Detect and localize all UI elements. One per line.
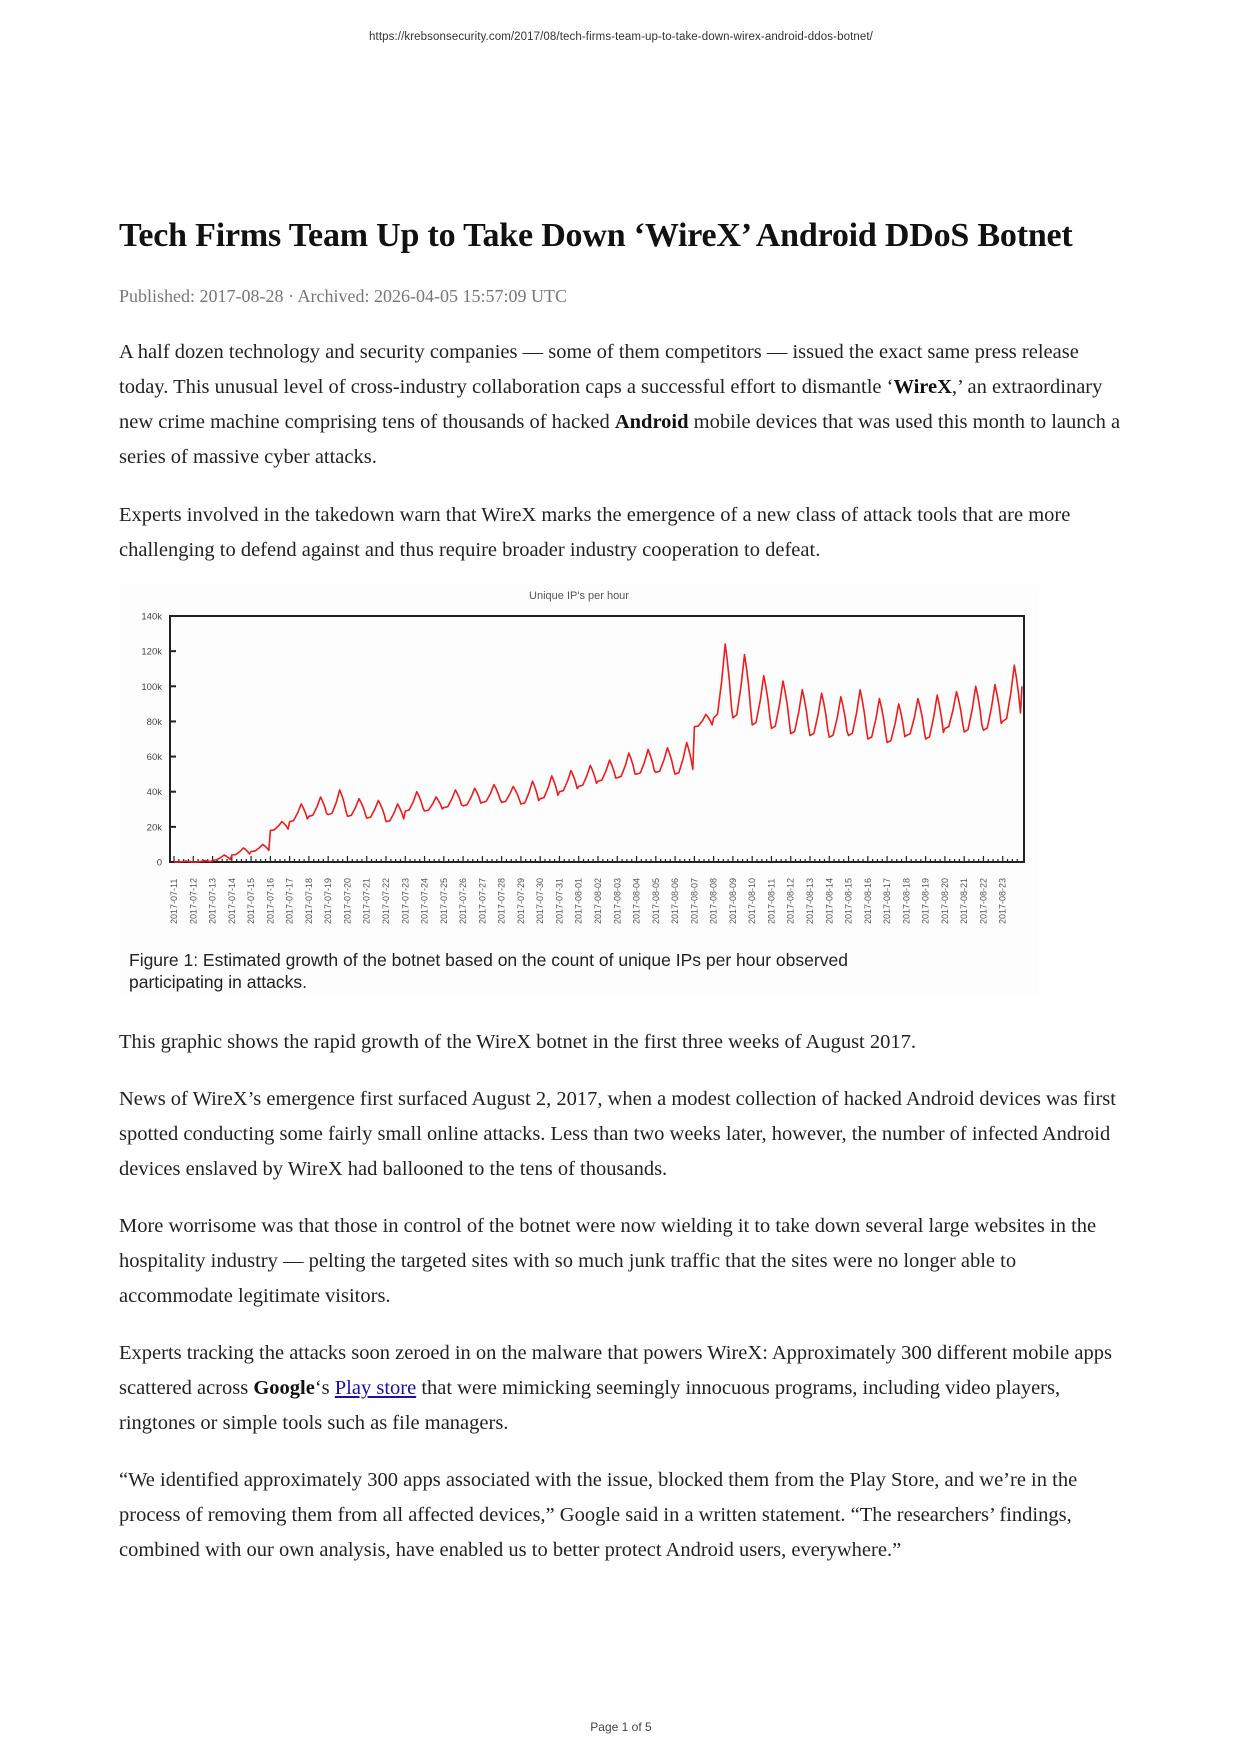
x-tick-label: 2017-08-12 xyxy=(785,877,796,924)
page-number: Page 1 of 5 xyxy=(590,1720,652,1734)
text-run: ,’ an extraordinary new crime machine comprising tens of thousands of hacked xyxy=(119,376,1103,433)
paragraph-emergence: News of WireX’s emergence first surfaced August 2, 2017, when a modest collection of hacked Android devices was first spotted conducting some fairly small online attacks. Less than two weeks later, however, the number of infected Android devices enslaved by WireX had ballooned to the tens of thousands. xyxy=(119,1088,1116,1180)
x-tick-label: 2017-07-27 xyxy=(477,877,488,924)
x-tick-label: 2017-07-30 xyxy=(535,877,546,924)
x-axis xyxy=(169,856,1017,924)
paragraph-experts: Experts involved in the takedown warn that WireX marks the emergence of a new class of attack tools that are more challenging to defend against and thus require broader industry cooperation to defeat. xyxy=(119,504,1071,561)
x-tick-label: 2017-07-16 xyxy=(265,877,276,924)
x-tick-label: 2017-07-15 xyxy=(246,877,257,924)
y-tick-label: 80k xyxy=(146,716,162,728)
x-tick-label: 2017-07-17 xyxy=(284,877,295,924)
x-tick-label: 2017-08-16 xyxy=(862,877,873,924)
paragraph-worrisome: More worrisome was that those in control of the botnet were now wielding it to take down several large websites in the hospitality industry — pelting the targeted sites with so much junk traffic that the sites were no longer able to accommodate legitimate visitors. xyxy=(119,1215,1097,1307)
text-run: A half dozen technology and security companies — some of them competitors — issued the exact same press release today. This unusual level of cross-industry collaboration caps a successful effort to dismantle ‘ xyxy=(119,341,1079,398)
x-tick-label: 2017-07-25 xyxy=(438,877,449,924)
x-tick-label: 2017-08-01 xyxy=(573,877,584,924)
x-tick-label: 2017-08-19 xyxy=(920,877,931,924)
x-tick-label: 2017-08-22 xyxy=(978,877,989,924)
x-tick-label: 2017-08-06 xyxy=(670,877,681,924)
x-tick-label: 2017-07-21 xyxy=(361,877,372,924)
x-tick-label: 2017-08-13 xyxy=(805,877,815,924)
page-url: https://krebsonsecurity.com/2017/08/tech-firms-team-up-to-take-down-wirex-android-ddos-botnet/ xyxy=(369,31,873,43)
y-tick-label: 140k xyxy=(141,611,162,623)
x-tick-label: 2017-08-04 xyxy=(631,877,642,924)
x-tick-label: 2017-07-31 xyxy=(554,877,565,924)
x-tick-label: 2017-07-24 xyxy=(419,877,430,924)
y-tick-label: 0 xyxy=(156,857,162,869)
article-title: Tech Firms Team Up to Take Down ‘WireX’ Android DDoS Botnet xyxy=(119,217,1073,254)
text-run: mobile devices that was used this month to launch a series of massive cyber attacks. xyxy=(119,411,1121,468)
x-tick-label: 2017-07-19 xyxy=(323,877,334,924)
x-tick-label: 2017-07-14 xyxy=(226,877,237,924)
article-header xyxy=(119,210,1123,561)
y-tick-label: 60k xyxy=(146,752,162,764)
x-tick-label: 2017-08-03 xyxy=(612,877,623,924)
x-tick-label: 2017-08-09 xyxy=(727,877,738,924)
x-tick-label: 2017-07-13 xyxy=(207,877,218,924)
x-tick-label: 2017-08-23 xyxy=(997,877,1008,924)
x-tick-label: 2017-07-12 xyxy=(188,877,199,924)
x-tick-label: 2017-08-05 xyxy=(650,877,661,924)
x-tick-label: 2017-07-26 xyxy=(458,877,469,924)
text-run: Experts tracking the attacks soon zeroed in on the malware that powers WireX: Approximately 300 different mobile apps scattered across xyxy=(119,1342,1112,1399)
play-store-link[interactable]: Play store xyxy=(334,1377,417,1399)
paragraph-graphic-note: This graphic shows the rapid growth of the WireX botnet in the first three weeks of August 2017. xyxy=(119,1031,916,1053)
x-tick-label: 2017-08-21 xyxy=(959,877,970,924)
y-tick-label: 40k xyxy=(146,787,162,799)
x-tick-label: 2017-07-20 xyxy=(342,877,353,924)
bold-google: Google xyxy=(253,1377,315,1399)
paragraph-intro xyxy=(119,335,1123,475)
plot-frame xyxy=(170,616,1024,862)
x-tick-label: 2017-07-28 xyxy=(496,877,507,924)
y-tick-label: 120k xyxy=(141,646,162,658)
text-run: that were mimicking seemingly innocuous programs, including video players, ringtones or simple tools such as file managers. xyxy=(119,1377,1061,1434)
x-tick-label: 2017-08-18 xyxy=(901,877,912,924)
x-tick-label: 2017-07-22 xyxy=(381,877,391,924)
x-tick-label: 2017-08-17 xyxy=(882,877,893,924)
paragraph-malware xyxy=(119,1336,1123,1441)
x-tick-label: 2017-08-07 xyxy=(689,877,700,924)
chart-title: Unique IP's per hour xyxy=(529,590,629,602)
line-chart xyxy=(119,585,1039,945)
x-tick-label: 2017-08-15 xyxy=(843,877,854,924)
x-tick-label: 2017-08-20 xyxy=(939,877,950,924)
y-tick-label: 100k xyxy=(141,681,162,693)
text-run: ‘s xyxy=(314,1377,335,1399)
x-tick-label: 2017-07-18 xyxy=(303,877,314,924)
article-meta: Published: 2017-08-28 · Archived: 2026-04-05 15:57:09 UTC xyxy=(119,286,567,306)
bold-wirex: WireX xyxy=(893,376,952,398)
x-tick-label: 2017-08-08 xyxy=(708,877,719,924)
x-tick-label: 2017-07-29 xyxy=(515,877,526,924)
x-tick-label: 2017-08-10 xyxy=(747,877,758,924)
x-tick-label: 2017-08-02 xyxy=(593,877,603,924)
paragraph-google-statement: “We identified approximately 300 apps associated with the issue, blocked them from the Play Store, and we’re in the process of removing them from all affected devices,” Google said in a written statement. “The researchers’ findings, combined with our own analysis, have enabled us to better protect Android users, everywhere.” xyxy=(119,1469,1078,1561)
x-tick-label: 2017-08-14 xyxy=(824,877,835,924)
x-tick-label: 2017-08-11 xyxy=(766,878,777,924)
x-tick-label: 2017-07-23 xyxy=(400,877,411,924)
figure-botnet-growth xyxy=(119,585,1039,995)
x-tick-label: 2017-07-11 xyxy=(169,878,179,924)
y-tick-label: 20k xyxy=(146,822,162,834)
figure-caption: Figure 1: Estimated growth of the botnet based on the count of unique IPs per hour observed participating in attacks. xyxy=(129,950,848,992)
bold-android: Android xyxy=(614,411,689,433)
series-line xyxy=(174,644,1022,862)
